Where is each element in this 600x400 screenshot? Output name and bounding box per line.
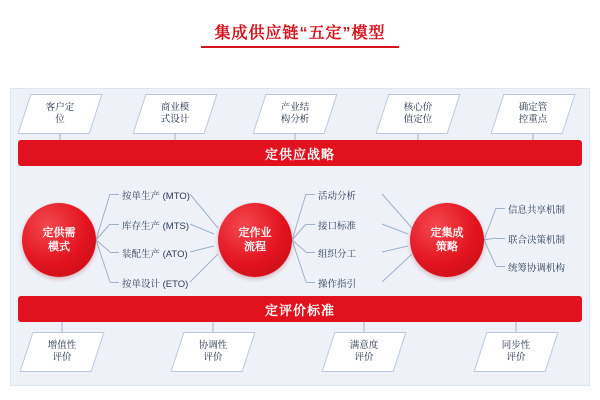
title-underline xyxy=(201,46,399,48)
diamond-label xyxy=(139,94,211,134)
branch-process-1: 活动分析 xyxy=(318,188,356,202)
top-diamond-1[interactable] xyxy=(24,94,96,134)
diamond-line-2: 构分析 xyxy=(280,114,310,125)
diamond-line-2: 评价 xyxy=(203,352,223,363)
diamond-line-1: 同步性 xyxy=(501,340,531,351)
diamond-line-1: 确定管 xyxy=(518,102,548,113)
bottom-diamond-1[interactable] xyxy=(26,332,98,372)
circle-line-1: 定集成 xyxy=(430,227,464,239)
circle-line-2: 流程 xyxy=(244,241,266,253)
circle-line-1: 定作业 xyxy=(238,227,272,239)
top-diamond-3[interactable] xyxy=(259,94,331,134)
diamond-label xyxy=(177,332,249,372)
diamond-line-2: 式设计 xyxy=(160,114,190,125)
strategy-bar[interactable]: 定供应战略 xyxy=(18,140,582,166)
diamond-line-2: 评价 xyxy=(506,352,526,363)
circle-line-2: 模式 xyxy=(48,241,70,253)
branch-supply-demand-4: 按单设计 (ETO) xyxy=(122,276,188,290)
diamond-label xyxy=(382,94,454,134)
top-diamond-2[interactable] xyxy=(139,94,211,134)
branch-supply-demand-1: 按单生产 (MTO) xyxy=(122,188,190,202)
top-diamond-5[interactable] xyxy=(497,94,569,134)
diamond-line-2: 位 xyxy=(55,114,65,125)
diamond-line-2: 控重点 xyxy=(518,114,548,125)
diamond-line-1: 核心价 xyxy=(403,102,433,113)
branch-process-2: 接口标准 xyxy=(318,218,356,232)
bottom-diamond-2[interactable] xyxy=(177,332,249,372)
diamond-line-1: 商业模 xyxy=(160,102,190,113)
circle-integration-strategy[interactable] xyxy=(410,203,484,277)
page-title: 集成供应链“五定”模型 xyxy=(214,25,386,42)
bottom-diamond-4[interactable] xyxy=(480,332,552,372)
diamond-label xyxy=(497,94,569,134)
diamond-label xyxy=(328,332,400,372)
branch-process-3: 组织分工 xyxy=(318,246,356,260)
branch-integration-1: 信息共享机制 xyxy=(508,202,565,216)
diamond-label xyxy=(259,94,331,134)
circle-supply-demand-mode[interactable] xyxy=(22,203,96,277)
bottom-diamond-3[interactable] xyxy=(328,332,400,372)
diamond-label xyxy=(480,332,552,372)
circle-operation-process[interactable] xyxy=(218,203,292,277)
diamond-label xyxy=(26,332,98,372)
circle-line-1: 定供需 xyxy=(42,227,76,239)
diamond-line-2: 评价 xyxy=(52,352,72,363)
top-diamond-4[interactable] xyxy=(382,94,454,134)
diamond-line-1: 产业结 xyxy=(280,102,310,113)
branch-process-4: 操作指引 xyxy=(318,276,356,290)
diamond-line-2: 评价 xyxy=(354,352,374,363)
diamond-line-1: 客户定 xyxy=(45,102,75,113)
diamond-line-2: 值定位 xyxy=(403,114,433,125)
circle-line-2: 策略 xyxy=(436,241,458,253)
branch-integration-3: 统筹协调机构 xyxy=(508,260,565,274)
evaluation-bar[interactable]: 定评价标准 xyxy=(18,296,582,322)
diamond-line-1: 协调性 xyxy=(198,340,228,351)
diamond-line-1: 满意度 xyxy=(349,340,379,351)
diamond-label xyxy=(24,94,96,134)
branch-supply-demand-2: 库存生产 (MTS) xyxy=(122,218,189,232)
branch-supply-demand-3: 装配生产 (ATO) xyxy=(122,246,188,260)
diamond-line-1: 增值性 xyxy=(47,340,77,351)
branch-integration-2: 联合决策机制 xyxy=(508,232,565,246)
